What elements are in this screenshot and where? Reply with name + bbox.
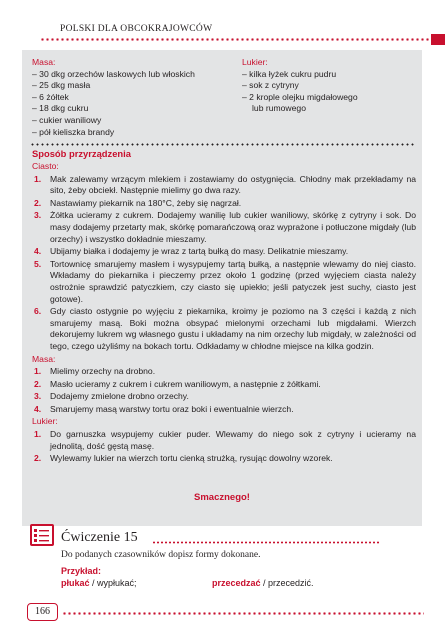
step-text: Ubijamy białka i dodajemy je wraz z tartą bułką do masy. Delikatnie mieszamy. (50, 246, 349, 257)
ingredient-item: – 25 dkg masła (32, 80, 91, 91)
box-dotted-divider (30, 143, 414, 146)
exercise-title: Ćwiczenie 15 (61, 530, 138, 545)
header-dotted-rule (40, 38, 432, 41)
step-text: Smarujemy masą warstwy tortu oraz boki i ewentualnie wierzch. (50, 403, 294, 414)
step-number: 2. (34, 453, 42, 464)
example-label: Przykład: (61, 566, 102, 576)
ingredients-masa (32, 57, 195, 138)
step-text: Tortownicę smarujemy masłem i wysypujemy tartą bułką, a następnie wlewamy do niej ciasto. Wkładamy do piekarnika i pieczemy przez około 1 godzinę (przed wyjęciem ciasta należy ostrożnie sprawdzić patyczkiem, czy ciasto się upiekło; jeśli patyczek jest suchy, ciasto jest gotowe). (50, 258, 416, 304)
preparation-section (32, 148, 416, 465)
step-item (32, 306, 416, 352)
preparation-title: Sposób przyrządzenia (32, 148, 131, 159)
ingredient-item-continued: lub rumowego (252, 103, 306, 114)
step-number: 2. (34, 197, 42, 208)
closing-text: Smacznego! (194, 492, 250, 503)
step-text: Wylewamy lukier na wierzch tortu cienką strużką, rysując dowolny wzorek. (50, 453, 333, 464)
step-number: 4. (34, 403, 42, 414)
example-answer: / wypłukać; (89, 578, 137, 588)
ingredient-item: – 2 krople olejku migdałowego (242, 91, 358, 102)
ingredients-masa-heading: Masa: (32, 57, 56, 67)
example-word: płukać (61, 578, 90, 588)
example-answer: / przecedzić. (260, 578, 314, 588)
step-item (32, 453, 416, 465)
masa-steps (32, 366, 416, 415)
ingredient-item: – cukier waniliowy (32, 114, 102, 125)
ciasto-steps (32, 174, 416, 353)
exercise-list-icon (30, 524, 54, 546)
example-item (61, 578, 137, 588)
step-item (32, 198, 416, 210)
step-text: Żółtka ucieramy z cukrem. Dodajemy wanilię lub cukier waniliowy, skórkę z cytryny i sok. Do masy dodajemy przetarty mak, skórkę pomarańczową oraz wyprażone i potłuczone migdały (lub orzechy) i wszystko dokładnie mieszamy. (50, 210, 416, 244)
step-text: Mak zalewamy wrzącym mlekiem i zostawiamy do ostygnięcia. Chłodny mak przekładamy na sito, żeby obciekł. Następnie mielimy go dwa razy. (50, 173, 416, 196)
example-item (212, 578, 314, 588)
step-item (32, 404, 416, 416)
lukier-heading: Lukier: (32, 416, 58, 427)
lukier-steps (32, 429, 416, 465)
ingredient-item: – kilka łyżek cukru pudru (242, 68, 337, 79)
ingredients-lukier-heading: Lukier: (242, 57, 268, 67)
step-text: Gdy ciasto ostygnie po wyjęciu z piekarnika, kroimy je poziomo na 3 części i każdą z nich smarujemy masą. Boki można obsypać mielonymi orzechami lub migdałami. Wierzch dekorujemy lukrem wg własnego gustu i układamy na nim orzechy lub migdały, w zależności od tego, czego użyliśmy na bokach tortu. Odkładamy w chłodne miejsce na kilka godzin. (50, 306, 416, 351)
step-item (32, 259, 416, 305)
page-number: 166 (27, 603, 58, 621)
step-text: Nastawiamy piekarnik na 180°C, żeby się nagrzał. (50, 197, 242, 208)
step-text: Do garnuszka wsypujemy cukier puder. Wlewamy do niego sok z cytryny i ucieramy na jednolitą, dość gęstą masę. (50, 429, 416, 451)
step-item (32, 246, 416, 258)
step-text: Masło ucieramy z cukrem i cukrem waniliowym, a następnie z żółtkami. (50, 378, 321, 389)
step-number: 3. (34, 210, 42, 221)
step-item (32, 379, 416, 391)
step-number: 1. (34, 429, 42, 440)
ingredients-lukier (242, 57, 358, 115)
example-word: przecedzać (212, 578, 261, 588)
exercise-dotted-rule (152, 541, 380, 544)
exercise-instruction: Do podanych czasowników dopisz formy dokonane. (61, 550, 261, 560)
step-item (32, 174, 416, 197)
step-item (32, 391, 416, 403)
footer-dotted-rule (62, 612, 424, 615)
step-item (32, 429, 416, 452)
masa-heading: Masa: (32, 353, 56, 364)
running-header: POLSKI DLA OBCOKRAJOWCÓW (60, 24, 213, 34)
step-number: 5. (34, 258, 42, 269)
step-number: 1. (34, 366, 42, 377)
ingredient-item: – 6 żółtek (32, 91, 69, 102)
step-number: 4. (34, 246, 42, 257)
ciasto-heading: Ciasto: (32, 161, 59, 171)
ingredient-item: – pół kieliszka brandy (32, 126, 115, 137)
step-text: Dodajemy zmielone drobno orzechy. (50, 391, 189, 402)
ingredient-item: – sok z cytryny (242, 80, 299, 91)
step-number: 6. (34, 306, 42, 317)
step-number: 1. (34, 173, 42, 184)
step-text: Mielimy orzechy na drobno. (50, 366, 156, 377)
step-item (32, 210, 416, 245)
header-tab-marker (431, 34, 445, 45)
step-number: 3. (34, 391, 42, 402)
ingredient-item: – 30 dkg orzechów laskowych lub włoskich (32, 68, 195, 79)
step-item (32, 366, 416, 378)
ingredient-item: – 18 dkg cukru (32, 103, 89, 114)
step-number: 2. (34, 378, 42, 389)
